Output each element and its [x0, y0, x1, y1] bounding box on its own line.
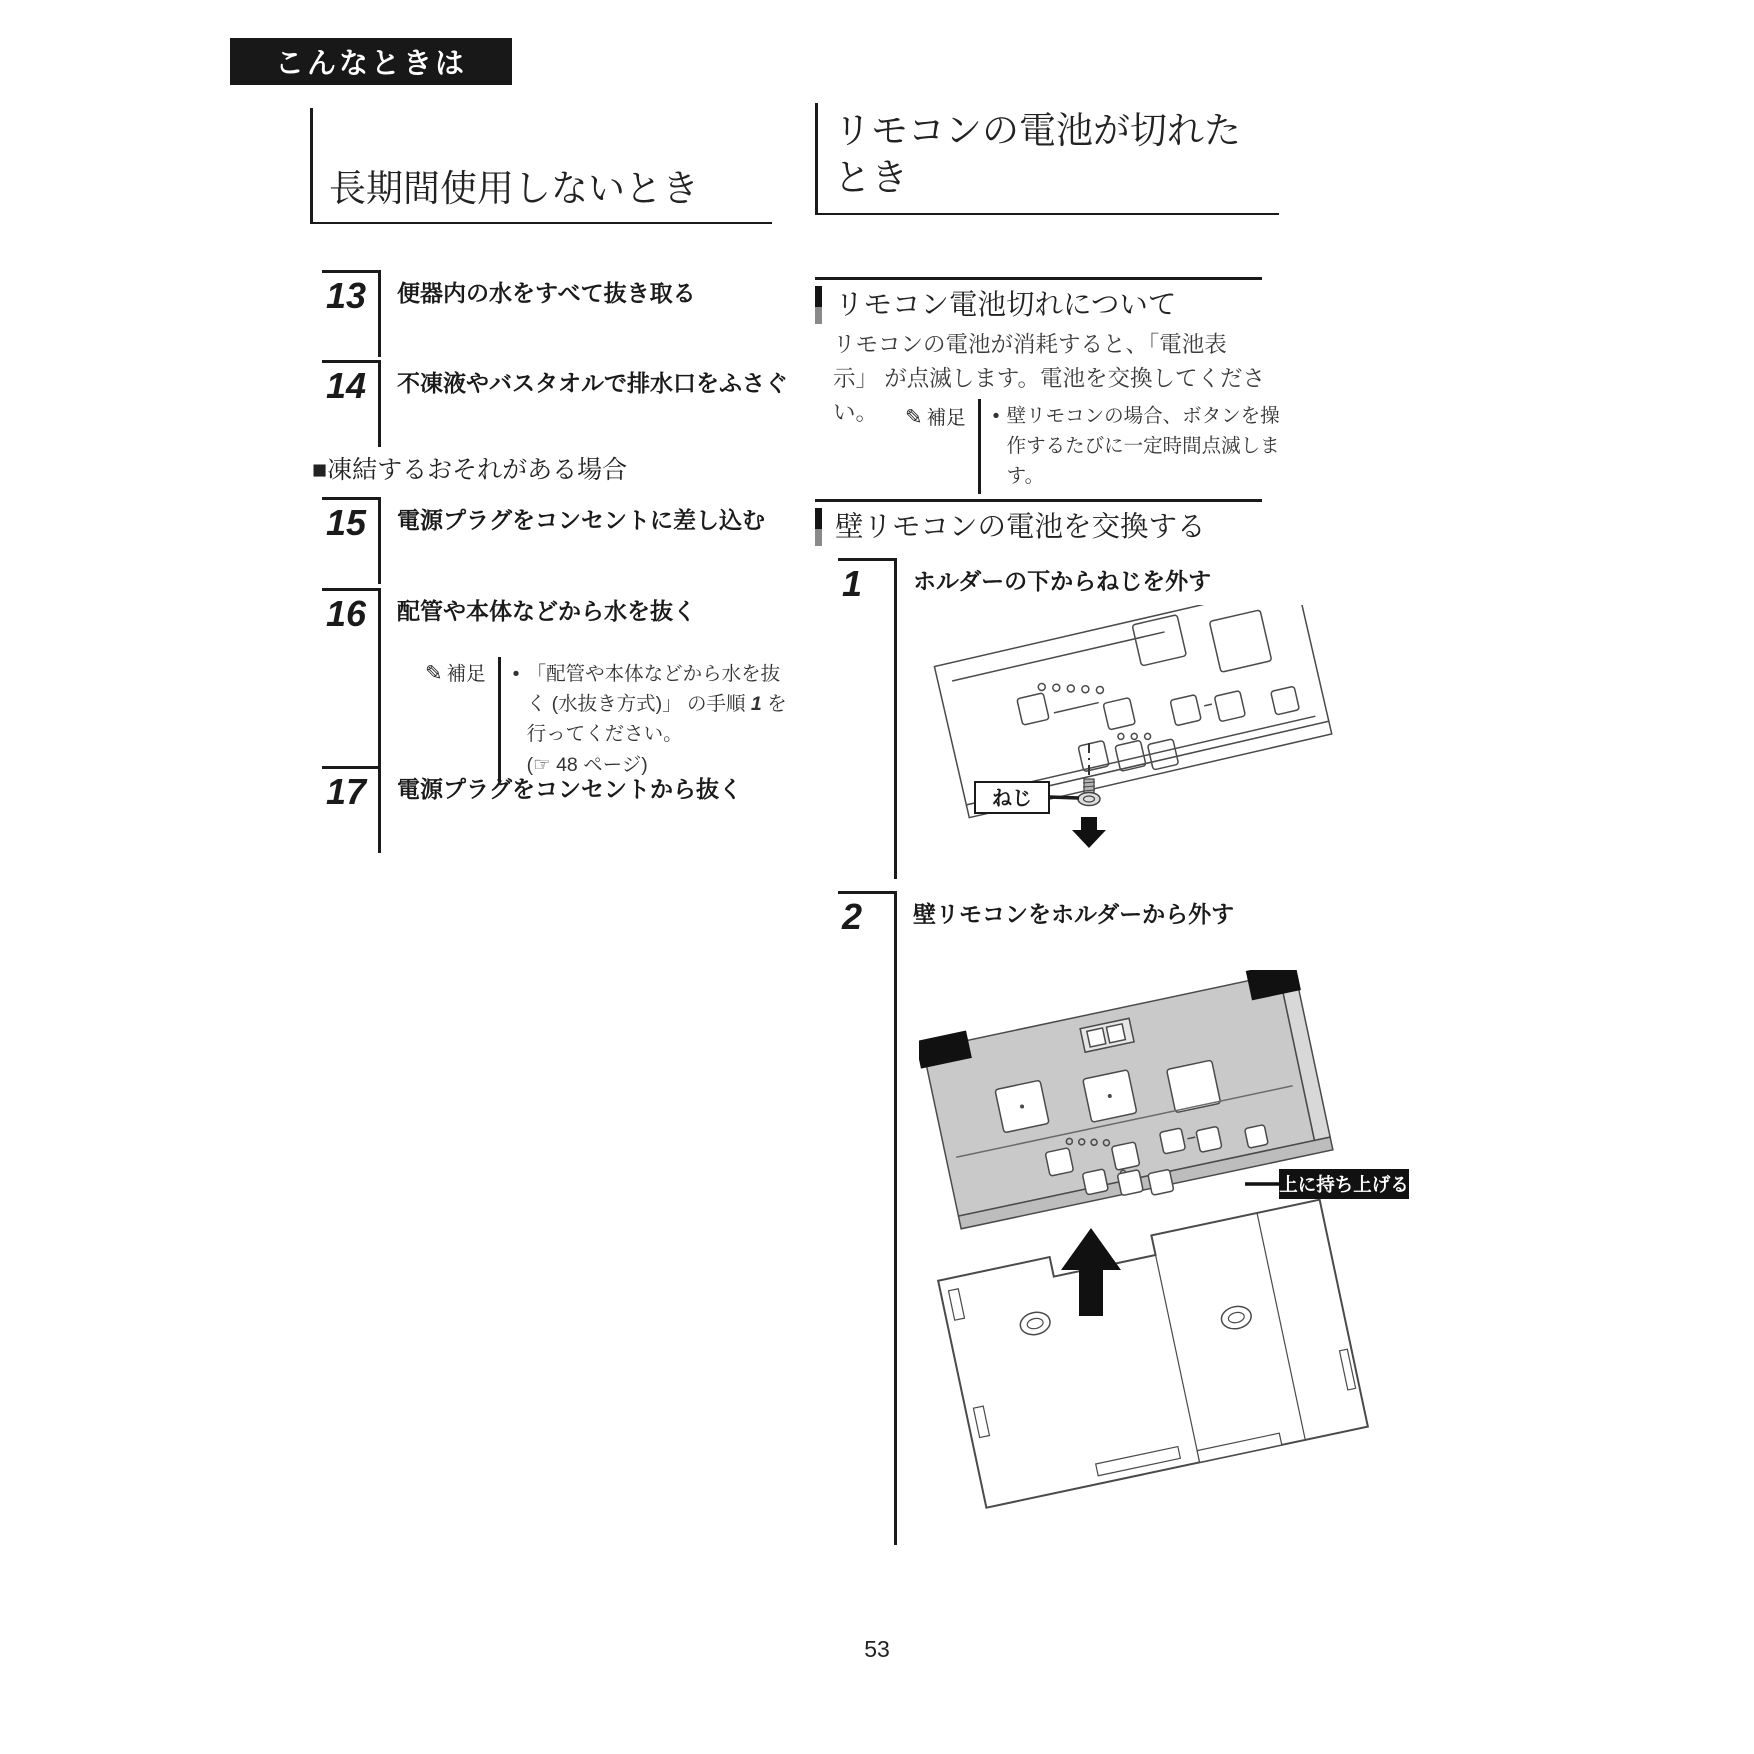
note-label-text: 補足 — [926, 407, 966, 429]
section-replace-battery-header — [815, 499, 1262, 546]
note-label-text: 補足 — [446, 662, 486, 685]
section-header-bar — [815, 508, 822, 546]
step-text: 不凍液やバスタオルで排水口をふさぐ — [397, 370, 789, 396]
step-text: 電源プラグをコンセントから抜く — [397, 776, 743, 802]
step-text: 電源プラグをコンセントに差し込む — [397, 507, 766, 533]
step-text: 便器内の水をすべて抜き取る — [397, 280, 696, 306]
section-heading: 壁リモコンの電池を交換する — [835, 511, 1206, 543]
page-title-right — [815, 103, 1279, 215]
page-title-right-line1: リモコンの電池が切れた — [834, 110, 1241, 151]
step-15 — [322, 497, 765, 584]
step-text: ホルダーの下からねじを外す — [913, 568, 1212, 594]
note-label — [905, 399, 978, 494]
freeze-warning-subheading: ■凍結するおそれがある場合 — [312, 456, 628, 484]
wall-remote-illustration — [919, 970, 1336, 1237]
step-number: 16 — [322, 588, 378, 815]
note-page-ref: (☞ 48 ページ) — [526, 753, 648, 776]
section-banner-label: こんなときは — [274, 48, 467, 80]
pencil-icon: ✎ — [425, 661, 443, 685]
step-number: 1 — [838, 558, 894, 879]
step-text: 壁リモコンをホルダーから外す — [913, 901, 1235, 927]
section-header-bar — [815, 286, 822, 324]
step-17 — [322, 766, 742, 853]
remote-and-holder-illustration — [919, 970, 1409, 1545]
note — [905, 399, 1293, 494]
note-text: 「配管や本体などから水を抜く (水抜き方式)」 の手順 1 を行ってください。 — [526, 662, 787, 746]
step-14 — [322, 360, 788, 447]
section-battery-dead-header — [815, 277, 1262, 324]
note-label — [425, 657, 498, 782]
page-title-left-text: 長期間使用しないとき — [329, 167, 699, 209]
step-number: 2 — [838, 891, 894, 1545]
battery-dead-description: リモコンの電池が消耗すると、「電池表示」 が点滅します。電池を交換してください。 — [833, 332, 1265, 425]
step-number: 17 — [322, 766, 378, 853]
page-number: 53 — [864, 1636, 890, 1662]
bullet: • — [512, 662, 520, 685]
step-number: 15 — [322, 497, 378, 584]
step-number: 14 — [322, 360, 378, 447]
holder-illustration — [938, 1200, 1368, 1508]
note-text: 壁リモコンの場合、ボタンを操作するたびに一定時間点滅します。 — [1006, 405, 1280, 488]
step-number: 13 — [322, 270, 378, 357]
page-title-right-line2: とき — [834, 157, 908, 199]
note — [425, 657, 793, 782]
bullet: • — [992, 405, 1000, 427]
page-title-left — [310, 108, 772, 224]
step-2 — [838, 891, 1409, 1545]
lift-up-callout — [1245, 1169, 1409, 1199]
step-13 — [322, 270, 696, 357]
pencil-icon: ✎ — [905, 406, 923, 429]
remote-bottom-view-illustration — [917, 605, 1337, 865]
section-heading: リモコン電池切れについて — [835, 289, 1177, 321]
section-banner — [230, 38, 512, 85]
lift-up-callout-label: 上に持ち上げる — [1279, 1173, 1409, 1195]
step-text: 配管や本体などから水を抜く — [397, 598, 697, 624]
down-arrow-icon — [1072, 817, 1106, 848]
step-1 — [838, 558, 1337, 879]
screw-callout-label: ねじ — [992, 787, 1032, 810]
